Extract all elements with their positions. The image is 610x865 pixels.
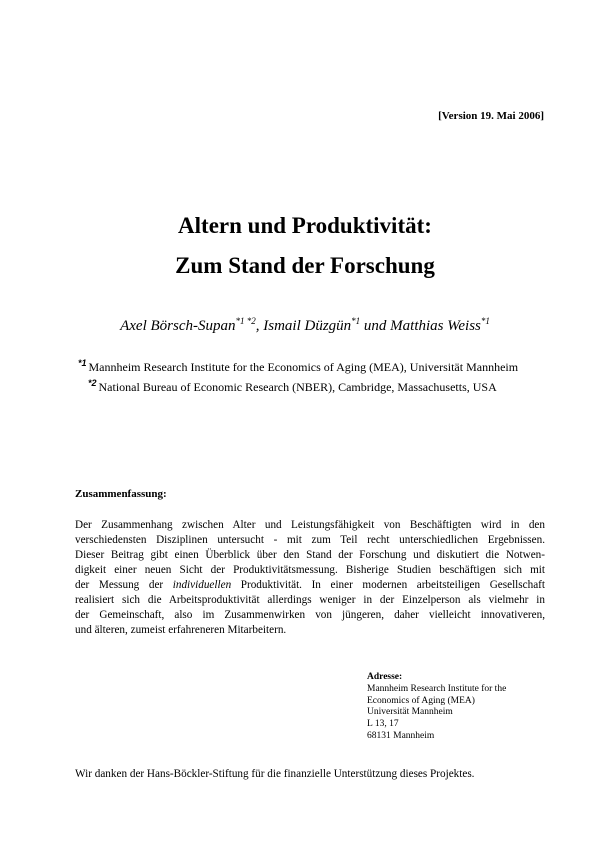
author-separator: und: [360, 318, 391, 334]
abstract-line: und älteren, zumeist erfahreneren Mitarbeitern.: [75, 624, 287, 636]
author-name: Ismail Düzgün: [263, 318, 352, 334]
affiliation-2: [88, 380, 497, 395]
abstract-text: der Messung der: [75, 579, 173, 591]
title-line-2: Zum Stand der Forschung: [175, 253, 435, 278]
acknowledgement: Wir danken der Hans-Böckler-Stiftung für die finanzielle Unterstützung dieses Projektes.: [75, 768, 475, 780]
author-separator: ,: [255, 318, 264, 334]
author-name: Axel Börsch-Supan: [120, 318, 236, 334]
address-block: [367, 672, 506, 743]
abstract-emphasis: individuellen: [172, 579, 232, 591]
abstract-line: digkeit einer neuen Sicht der Produktivitätsmessung. Bisherige Studien beschäftigen sich mit: [75, 564, 545, 576]
affiliation-text: Mannheim Research Institute for the Economics of Aging (MEA), Universität Mannheim: [88, 360, 519, 374]
affiliation-mark: *1: [480, 316, 490, 326]
abstract-body: [75, 518, 545, 638]
version-note: [Version 19. Mai 2006]: [438, 110, 544, 122]
affiliation-mark: *1 *2: [235, 316, 256, 326]
abstract-line: Dieser Beitrag gibt einen Überblick über den Stand der Forschung und diskutiert die Notwen-: [75, 549, 545, 561]
abstract-line: der Gemeinschaft, also im Zusammenwirken von jüngeren, daher vielleicht innovativeren,: [75, 609, 545, 621]
author-name: Matthias Weiss: [390, 318, 481, 334]
abstract-heading: Zusammenfassung:: [75, 488, 167, 500]
title-line-1: Altern und Produktivität:: [178, 213, 432, 238]
affiliation-1: [78, 360, 518, 375]
abstract-text: Produktivität. In einer modernen arbeitsteiligen Gesellschaft: [231, 579, 545, 591]
affiliation-mark: *2: [88, 378, 97, 388]
author-list: [0, 318, 610, 335]
abstract-line: [75, 578, 545, 593]
address-line: Mannheim Research Institute for the: [367, 683, 507, 694]
affiliation-mark: *1: [351, 316, 361, 326]
address-line: L 13, 17: [367, 719, 399, 730]
address-line: 68131 Mannheim: [367, 730, 435, 741]
abstract-line: realisiert sich die Arbeitsproduktivität allerdings weniger in der Einzelperson als vielmehr in: [75, 594, 545, 606]
address-line: Universität Mannheim: [367, 707, 453, 718]
address-line: Economics of Aging (MEA): [367, 695, 475, 706]
abstract-line: Der Zusammenhang zwischen Alter und Leistungsfähigkeit von Beschäftigten wird in den: [75, 519, 545, 531]
paper-title: [0, 206, 610, 286]
affiliation-mark: *1: [78, 358, 87, 368]
address-label: Adresse:: [367, 672, 403, 682]
affiliation-text: National Bureau of Economic Research (NBER), Cambridge, Massachusetts, USA: [98, 380, 497, 394]
abstract-line: verschiedensten Disziplinen untersucht - mit zum Teil recht unterschiedlichen Ergebnissen.: [75, 534, 545, 546]
